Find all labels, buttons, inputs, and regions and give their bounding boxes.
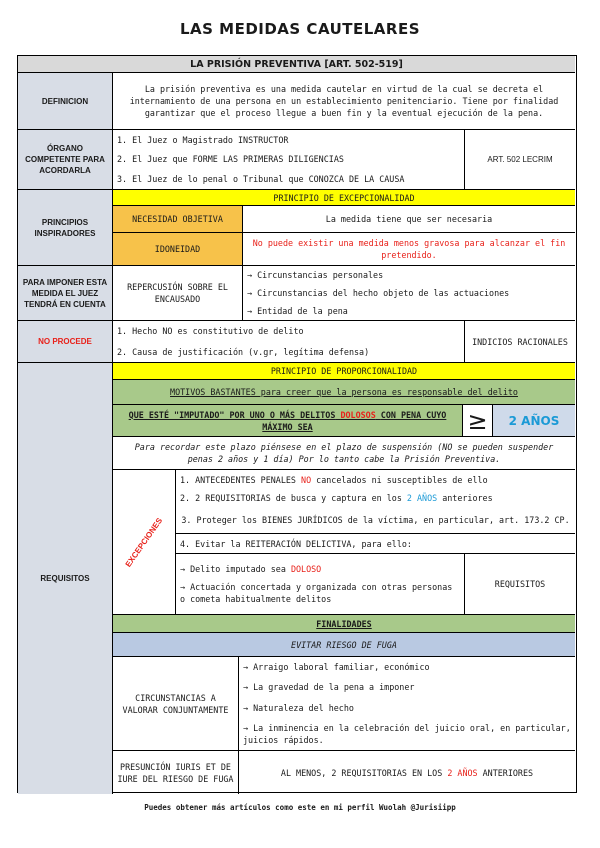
exc3-text: 3. Proteger los BIENES JURÍDICOS de la víctima, en particular, art. 173.2 CP.: [181, 514, 570, 525]
indicios-racionales: [465, 321, 575, 363]
nota-recordatorio: [113, 437, 575, 470]
excepcionalidad-header: [113, 190, 575, 206]
reiteracion-list: [176, 554, 465, 615]
no-procede-list: [113, 321, 465, 363]
no-procede-label: NO PROCEDE: [18, 321, 113, 363]
proporcionalidad-header-text: PRINCIPIO DE PROPORCIONALIDAD: [270, 366, 418, 376]
exc4-text: 4. Evitar la REITERACIÓN DELICTIVA, para ello:: [180, 538, 412, 549]
excepciones-label: [113, 470, 176, 615]
idoneidad-desc-text: No puede existir una medida menos gravosa para alcanzar el fin pretendido.: [252, 238, 566, 260]
organo-item: 1. El Juez o Magistrado INSTRUCTOR: [117, 134, 289, 145]
repercusion-item: → Entidad de la pena: [247, 306, 348, 316]
indicios-racionales-text: INDICIOS RACIONALES: [472, 336, 568, 347]
necesidad-label: [113, 206, 243, 233]
exc2-text-b: anteriores: [442, 493, 493, 503]
two-years-text: 2 AÑOS: [508, 413, 560, 428]
excepciones-label-text: EXCEPCIONES: [123, 515, 165, 569]
idoneidad-label-text: IDONEIDAD: [154, 244, 201, 254]
necesidad-label-text: NECESIDAD OBJETIVA: [132, 214, 223, 224]
requisitos-side-text: REQUISITOS: [494, 579, 546, 589]
summary-table: [17, 55, 577, 793]
imputado-text-b: CON PENA CUYO MÁXIMO SEA: [262, 409, 447, 432]
exc2-years: 2 AÑOS: [406, 493, 438, 503]
necesidad-desc-text: La medida tiene que ser necesaria: [325, 214, 493, 224]
exc6-text: → Actuación concertada y organizada con otras personas o cometa habitualmente delitos: [180, 582, 453, 604]
idoneidad-desc: [243, 233, 575, 266]
motivos-bastantes: [113, 380, 575, 405]
repercusion-label: [113, 266, 243, 321]
organo-item: 3. El Juez de lo penal o Tribunal que CONOZCA DE LA CAUSA: [117, 174, 405, 185]
presuncion-label: [113, 751, 239, 794]
idoneidad-label: [113, 233, 243, 266]
excepcion-1: [176, 470, 575, 490]
section-title-text: LA PRISIÓN PREVENTIVA [ART. 502-519]: [190, 58, 403, 70]
presuncion-value: [239, 751, 575, 794]
nota-recordatorio-text: Para recordar este plazo piénsese en el plazo de suspensión (NO se pueden suspender penas 2 años y 1 día) Por lo tanto cabe la Prisión Preventiva.: [134, 442, 554, 464]
circ-item: → La gravedad de la pena a imponer: [243, 682, 415, 693]
organo-list: [113, 130, 465, 190]
necesidad-desc: [243, 206, 575, 233]
excepcion-3: [176, 506, 575, 534]
exc1-no: NO: [301, 475, 312, 485]
two-years-box: [493, 405, 575, 437]
footer-note: Puedes obtener más artículos como este en mi perfil Wuolah @Jurisiipp: [144, 803, 456, 812]
exc1-text-a: 1. ANTECEDENTES PENALES: [180, 475, 296, 485]
presuncion-label-text: PRESUNCIÓN IURIS ET DE IURE DEL RIESGO DE FUGA: [117, 761, 234, 784]
definicion-text: [113, 73, 575, 130]
evitar-fuga-text: EVITAR RIESGO DE FUGA: [291, 639, 397, 650]
organo-item: 2. El Juez que FORME LAS PRIMERAS DILIGENCIAS: [117, 154, 344, 165]
imponer-label: PARA IMPONER ESTA MEDIDA EL JUEZ TENDRÁ EN CUENTA: [18, 266, 113, 321]
finalidades-header: [113, 615, 575, 633]
circunstancias-label-text: CIRCUNSTANCIAS A VALORAR CONJUNTAMENTE: [122, 692, 229, 715]
excepcion-2: [176, 490, 575, 506]
dolosos-highlight: DOLOSOS: [340, 409, 376, 420]
circunstancias-list: [239, 657, 575, 751]
circ-item: → Naturaleza del hecho: [243, 702, 354, 713]
presuncion-years: 2 AÑOS: [447, 767, 478, 778]
finalidades-header-text: FINALIDADES: [316, 618, 372, 629]
principios-label: PRINCIPIOS INSPIRADORES: [18, 190, 113, 266]
motivos-bastantes-text: MOTIVOS BASTANTES para creer que la persona es responsable del delito: [170, 387, 518, 397]
excepcionalidad-header-text: PRINCIPIO DE EXCEPCIONALIDAD: [273, 192, 415, 203]
repercusion-list: [243, 266, 575, 321]
excepcion-4: [176, 534, 575, 554]
repercusion-item: → Circunstancias personales: [247, 270, 384, 280]
imputado-condition: [113, 405, 463, 437]
exc1-text-b: cancelados ni susceptibles de ello: [316, 475, 488, 485]
presuncion-text-b: ANTERIORES: [482, 767, 534, 778]
imputado-text-a: QUE ESTÉ "IMPUTADO" POR UNO O MÁS DELITOS: [128, 409, 336, 420]
no-procede-item: 2. Causa de justificación (v.gr, legítima defensa): [117, 346, 370, 357]
ge-symbol: [463, 405, 493, 437]
definicion-text-content: La prisión preventiva es una medida cautelar en virtud de la cual se decreta el internamiento de una persona en un establecimiento penitenciario. Tiene por finalidad garantizar que el proceso llegue a buen fin y la eventual ejecución de la pena.: [129, 84, 559, 118]
no-procede-item: 1. Hecho NO es constitutivo de delito: [117, 326, 304, 337]
exc5-text-a: → Delito imputado sea: [180, 564, 286, 574]
organo-article-text: ART. 502 LECRIM: [487, 155, 553, 164]
proporcionalidad-header: [113, 363, 575, 380]
circunstancias-label: [113, 657, 239, 751]
repercusion-item: → Circunstancias del hecho objeto de las actuaciones: [247, 288, 510, 298]
organo-article: [465, 130, 575, 190]
exc2-text-a: 2. 2 REQUISITORIAS de busca y captura en los: [180, 493, 402, 503]
requisitos-side: [465, 554, 575, 615]
exc5-doloso: DOLOSO: [290, 564, 322, 574]
presuncion-text-a: AL MENOS, 2 REQUISITORIAS EN LOS: [280, 767, 443, 778]
organo-label: ÓRGANO COMPETENTE PARA ACORDARLA: [18, 130, 113, 190]
requisitos-label: REQUISITOS: [18, 363, 113, 794]
page-title: LAS MEDIDAS CAUTELARES: [179, 20, 421, 38]
circ-item: → La inminencia en la celebración del juicio oral, en particular, juicios rápidos.: [243, 722, 571, 745]
ge-symbol-text: ≥: [467, 406, 488, 435]
circ-item: → Arraigo laboral familiar, económico: [243, 662, 430, 673]
evitar-fuga-header: [113, 633, 575, 657]
definicion-label: DEFINICION: [18, 73, 113, 130]
section-title: [18, 56, 575, 73]
repercusion-label-text: REPERCUSIÓN SOBRE EL ENCAUSADO: [127, 282, 228, 304]
